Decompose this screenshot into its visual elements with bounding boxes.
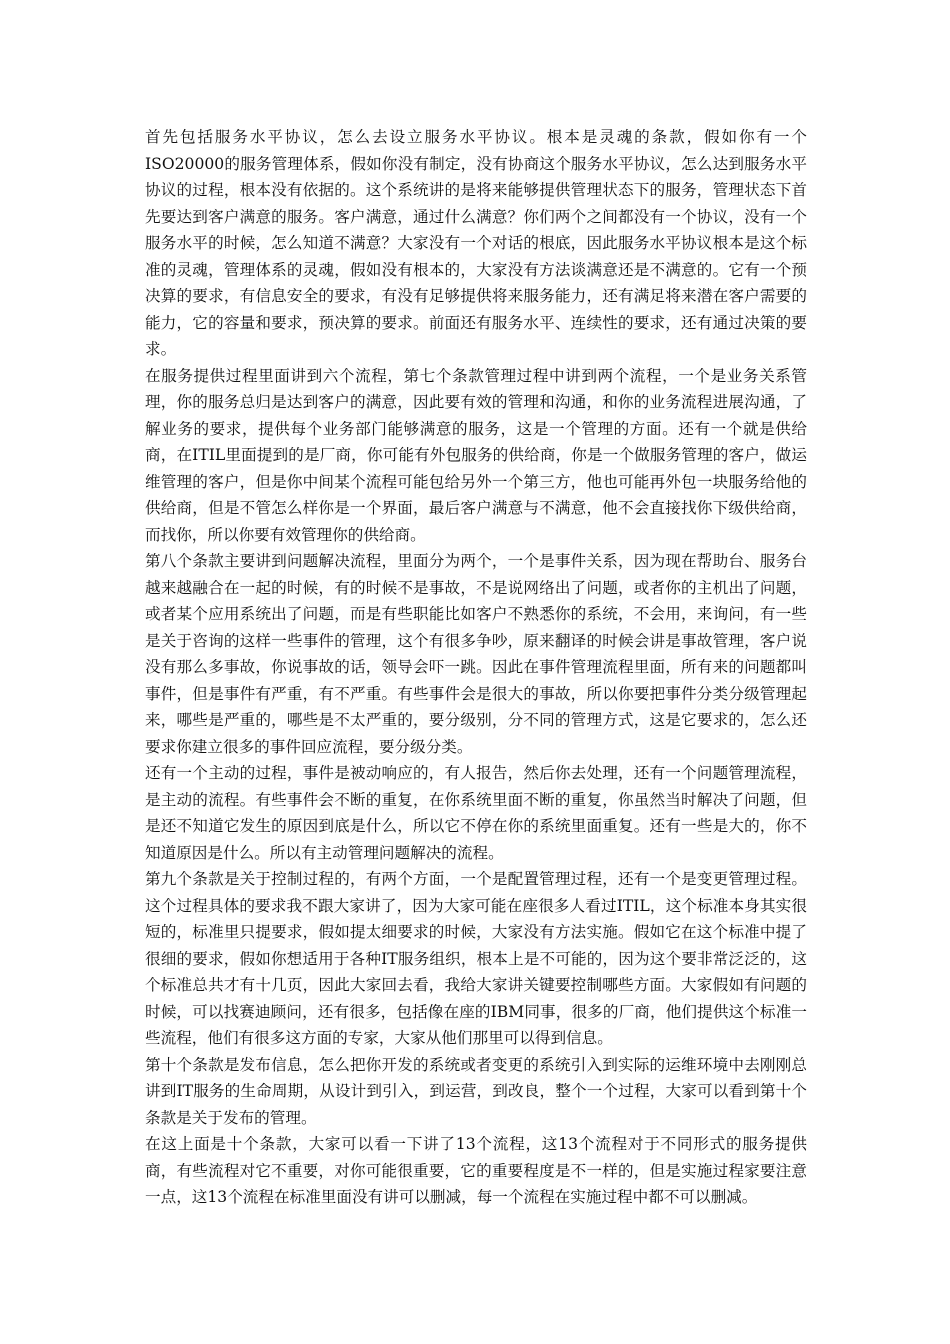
document-body	[145, 124, 807, 1211]
paragraph-service-level-agreement: 首先包括服务水平协议，怎么去设立服务水平协议。根本是灵魂的条款，假如你有一个ISO20000的服务管理体系，假如你没有制定，没有协商这个服务水平协议，怎么达到服务水平协议的过程，根本没有依据的。这个系统讲的是将来能够提供管理状态下的服务，管理状态下首先要达到客户满意的服务。客户满意，通过什么满意？你们两个之间都没有一个协议，没有一个服务水平的时候，怎么知道不满意？大家没有一个对话的根底，因此服务水平协议根本是这个标准的灵魂，管理体系的灵魂，假如没有根本的，大家没有方法谈满意还是不满意的。它有一个预决算的要求，有信息安全的要求，有没有足够提供将来服务能力，还有满足将来潜在客户需要的能力，它的容量和要求，预决算的要求。前面还有服务水平、连续性的要求，还有通过决策的要求。	[145, 128, 807, 358]
paragraph-problem-management: 还有一个主动的过程，事件是被动响应的，有人报告，然后你去处理，还有一个问题管理流程，是主动的流程。有些事件会不断的重复，在你系统里面不断的重复，你虽然当时解决了问题，但是还不知道它发生的原因到底是什么，所以它不停在你的系统里面重复。还有一些是大的，你不知道原因是什么。所以有主动管理问题解决的流程。	[145, 764, 807, 862]
paragraph-control-processes: 第九个条款是关于控制过程的，有两个方面，一个是配置管理过程，还有一个是变更管理过程。这个过程具体的要求我不跟大家讲了，因为大家可能在座很多人看过ITIL，这个标准本身其实很短的，标准里只提要求，假如提太细要求的时候，大家没有方法实施。假如它在这个标准中提了很细的要求，假如你想适用于各种IT服务组织，根本上是不可能的，因为这个要非常泛泛的，这个标准总共才有十几页，因此大家回去看，我给大家讲关键要控制哪些方面。大家假如有问题的时候，可以找赛迪顾问，还有很多，包括像在座的IBM同事，很多的厂商，他们提供这个标准一些流程，他们有很多这方面的专家，大家从他们那里可以得到信息。	[145, 870, 807, 1047]
paragraph-release-process: 第十个条款是发布信息，怎么把你开发的系统或者变更的系统引入到实际的运维环境中去刚刚总讲到IT服务的生命周期，从设计到引入，到运营，到改良，整个一个过程，大家可以看到第十个条款是关于发布的管理。	[145, 1055, 807, 1127]
paragraph-summary-13-processes: 在这上面是十个条款，大家可以看一下讲了13个流程，这13个流程对于不同形式的服务提供商，有些流程对它不重要，对你可能很重要，它的重要程度是不一样的，但是实施过程家要注意一点，这13个流程在标准里面没有讲可以删减，每一个流程在实施过程中都不可以删减。	[145, 1135, 807, 1206]
paragraph-resolution-processes: 第八个条款主要讲到问题解决流程，里面分为两个，一个是事件关系，因为现在帮助台、服务台越来越融合在一起的时候，有的时候不是事故，不是说网络出了问题，或者你的主机出了问题，或者某个应用系统出了问题，而是有些职能比如客户不熟悉你的系统，不会用，来询问，有一些是关于咨询的这样一些事件的管理，这个有很多争吵，原来翻译的时候会讲是事故管理，客户说没有那么多事故，你说事故的话，领导会吓一跳。因此在事件管理流程里面，所有来的问题都叫事件，但是事件有严重，有不严重。有些事件会是很大的事故，所以你要把事件分类分级管理起来，哪些是严重的，哪些是不太严重的，要分级别，分不同的管理方式，这是它要求的，怎么还要求你建立很多的事件回应流程，要分级分类。	[145, 552, 807, 756]
paragraph-relationship-processes: 在服务提供过程里面讲到六个流程，第七个条款管理过程中讲到两个流程，一个是业务关系管理，你的服务总归是达到客户的满意，因此要有效的管理和沟通，和你的业务流程进展沟通，了解业务的要求，提供每个业务部门能够满意的服务，这是一个管理的方面。还有一个就是供给商，在ITIL里面提到的是厂商，你可能有外包服务的供给商，你是一个做服务管理的客户，做运维管理的客户，但是你中间某个流程可能包给另外一个第三方，他也可能再外包一块服务给他的供给商，但是不管怎么样你是一个界面，最后客户满意与不满意，他不会直接找你下级供给商，而找你，所以你要有效管理你的供给商。	[145, 366, 807, 544]
